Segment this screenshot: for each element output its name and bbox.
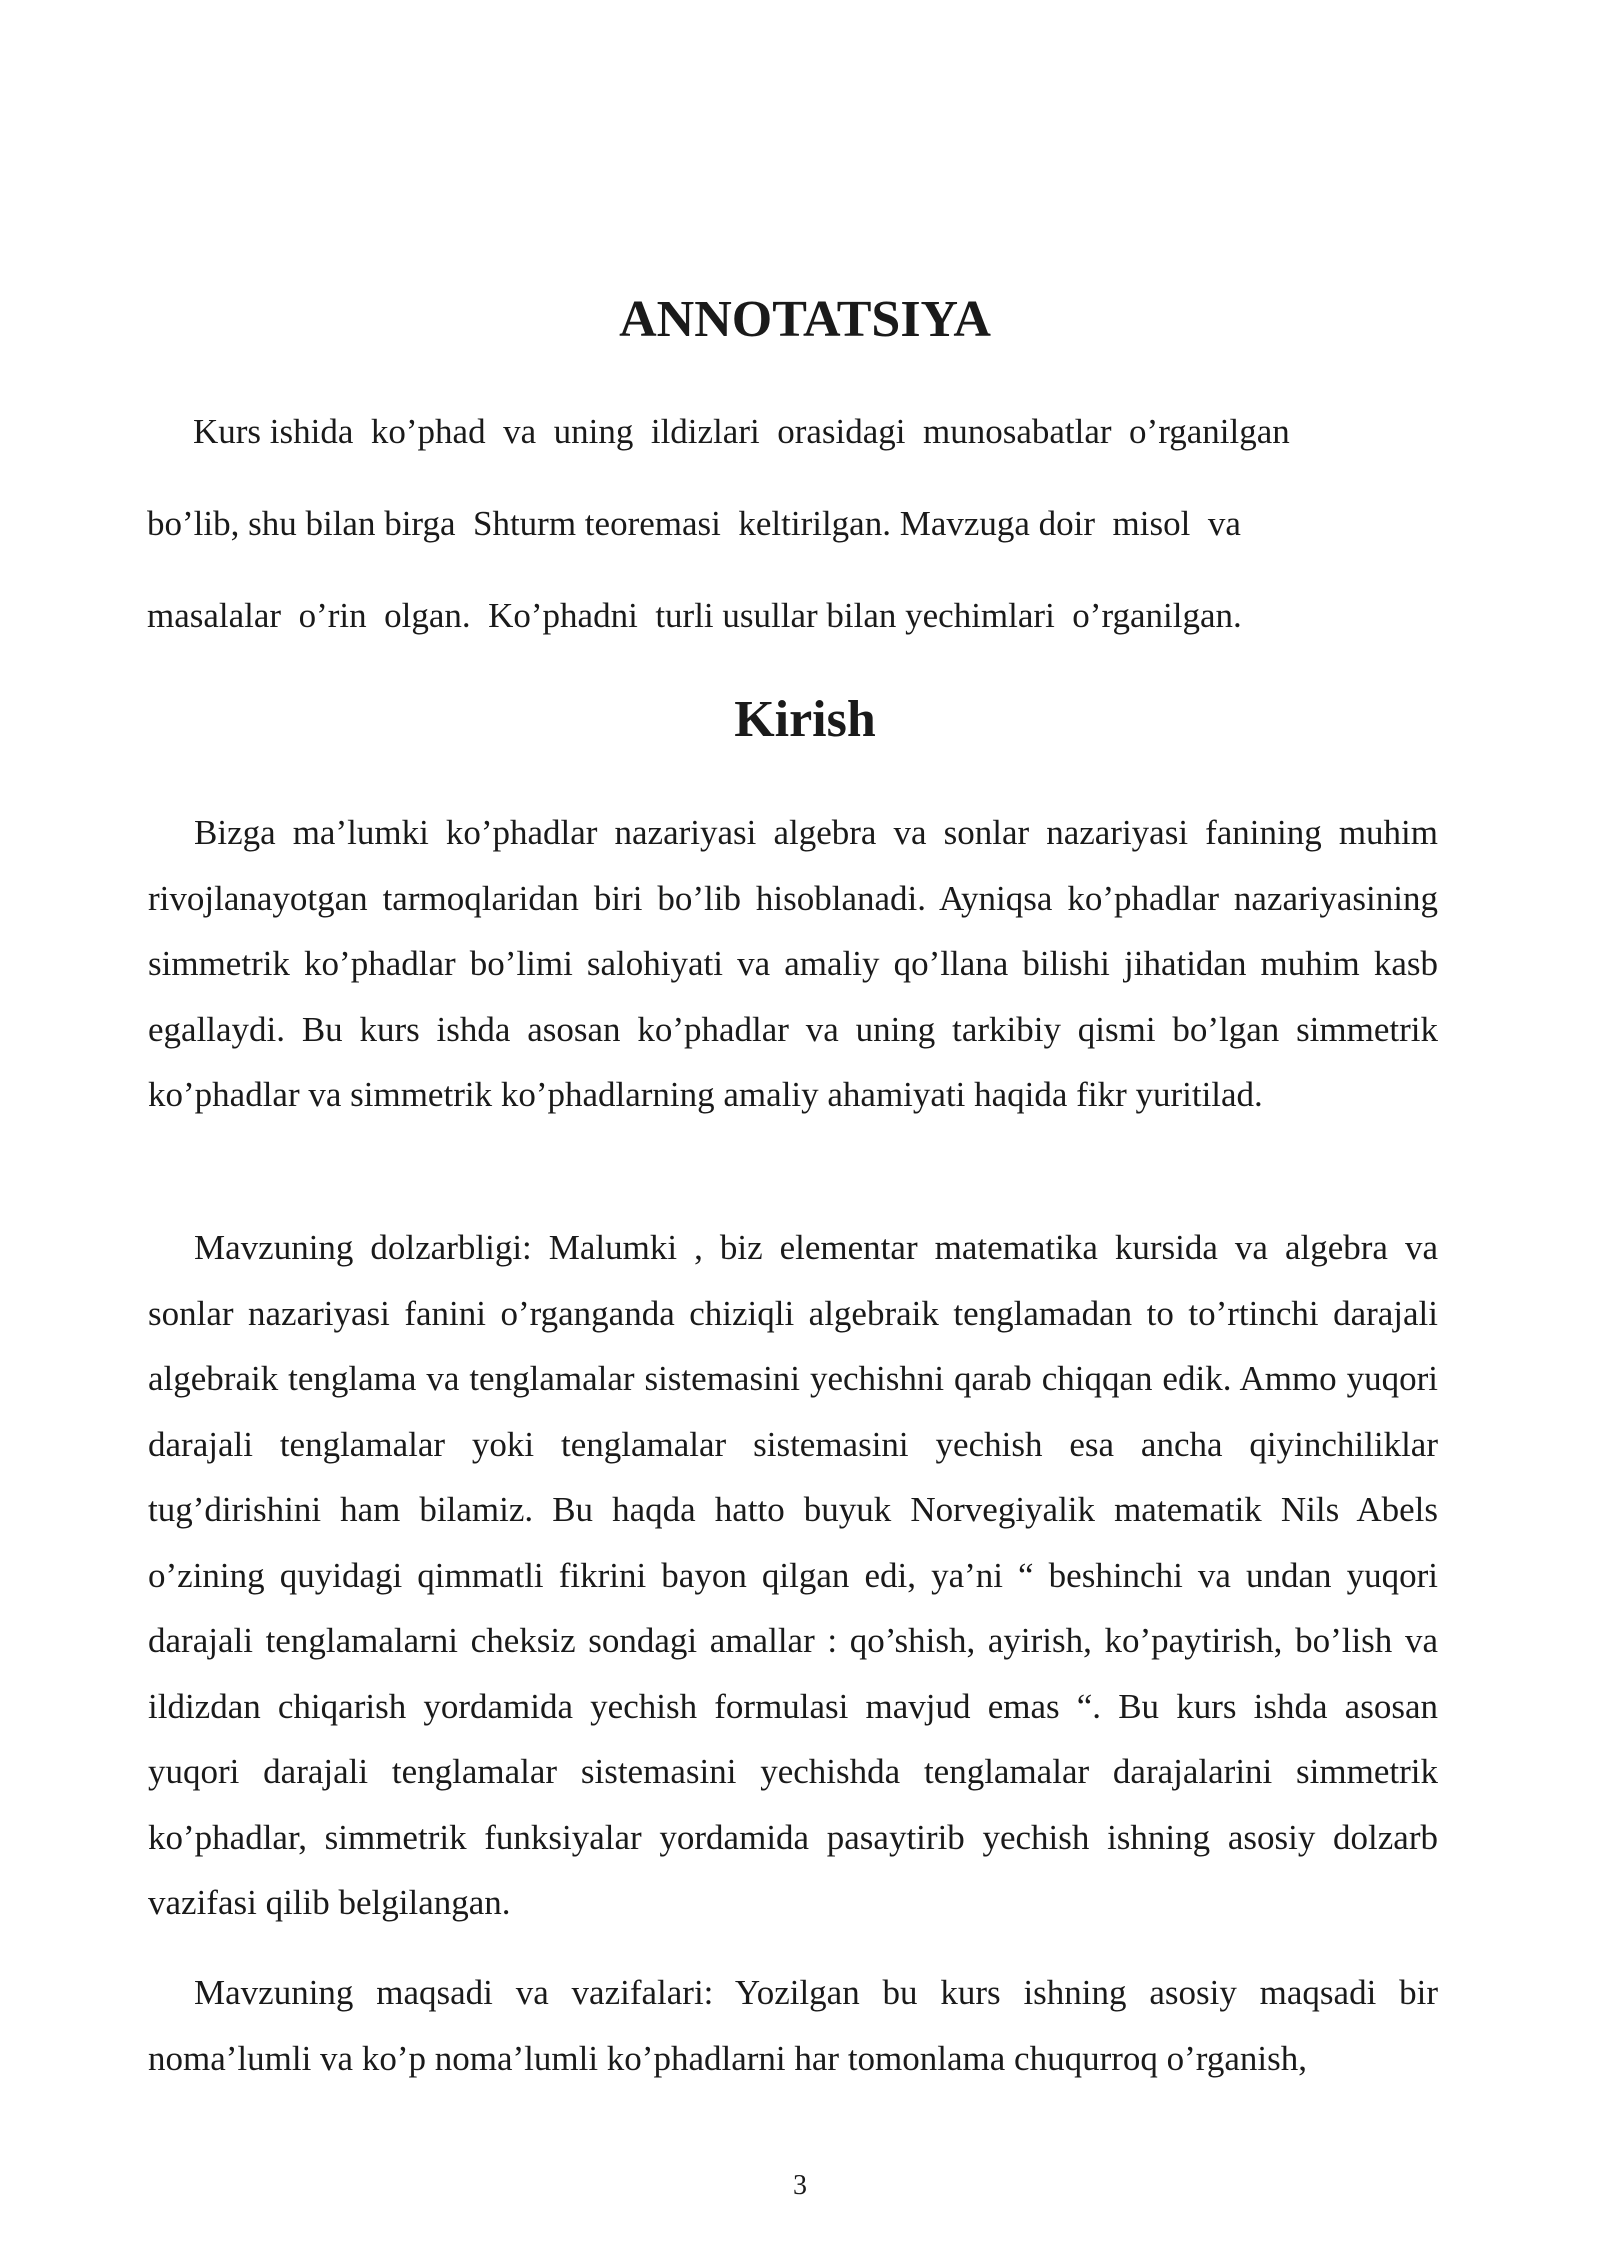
annotation-line: Kurs ishida ko’phad va uning ildizlari orasidagi munosabatlar o’rganilgan xyxy=(193,412,1290,451)
goals-paragraph: Mavzuning maqsadi va vazifalari: Yozilgan bu kurs ishning asosiy maqsadi bir noma’lumli va ko’p noma’lumli ko’phadlarni har tomonlama chuqurroq o’rganish, xyxy=(148,1973,1438,2078)
introduction-paragraph: Bizga ma’lumki ko’phadlar nazariyasi algebra va sonlar nazariyasi fanining muhim rivojlanayotgan tarmoqlaridan biri bo’lib hisoblanadi. Ayniqsa ko’phadlar nazariyasining simmetrik ko’phadlar bo’limi salohiyati va amaliy qo’llana bilishi jihatidan muhim kasb egallaydi. Bu kurs ishda asosan ko’phadlar va uning tarkibiy qismi bo’lgan simmetrik ko’phadlar va simmetrik ko’phadlarning amaliy ahamiyati haqida fikr yuritilad. xyxy=(148,813,1438,1114)
introduction-title: Kirish xyxy=(734,691,876,748)
annotation-title: ANNOTATSIYA xyxy=(619,291,991,348)
relevance-paragraph: Mavzuning dolzarbligi: Malumki , biz elementar matematika kursida va algebra va sonlar nazariyasi fanini o’rganganda chiziqli algebraik tenglamadan to to’rtinchi darajali algebraik tenglama va tenglamalar sistemasini yechishni qarab chiqqan edik. Ammo yuqori darajali tenglamalar yoki tenglamalar sistemasini yechish esa ancha qiyinchiliklar tug’dirishini ham bilamiz. Bu haqda hatto buyuk Norvegiyalik matematik Nils Abels o’zining quyidagi qimmatli fikrini bayon qilgan edi, ya’ni “ beshinchi va undan yuqori darajali tenglamalarni cheksiz sondagi amallar : qo’shish, ayirish, ko’paytirish, bo’lish va ildizdan chiqarish yordamida yechish formulasi mavjud emas “. Bu kurs ishda asosan yuqori darajali tenglamalar sistemasini yechishda tenglamalar darajalarini simmetrik ko’phadlar, simmetrik funksiyalar yordamida pasaytirib yechish ishning asosiy dolzarb vazifasi qilib belgilangan. xyxy=(148,1228,1438,1922)
annotation-line: bo’lib, shu bilan birga Shturm teoremasi keltirilgan. Mavzuga doir misol va xyxy=(147,504,1241,543)
annotation-line: masalalar o’rin olgan. Ko’phadni turli usullar bilan yechimlari o’rganilgan. xyxy=(147,596,1242,635)
page-number: 3 xyxy=(793,2170,807,2201)
